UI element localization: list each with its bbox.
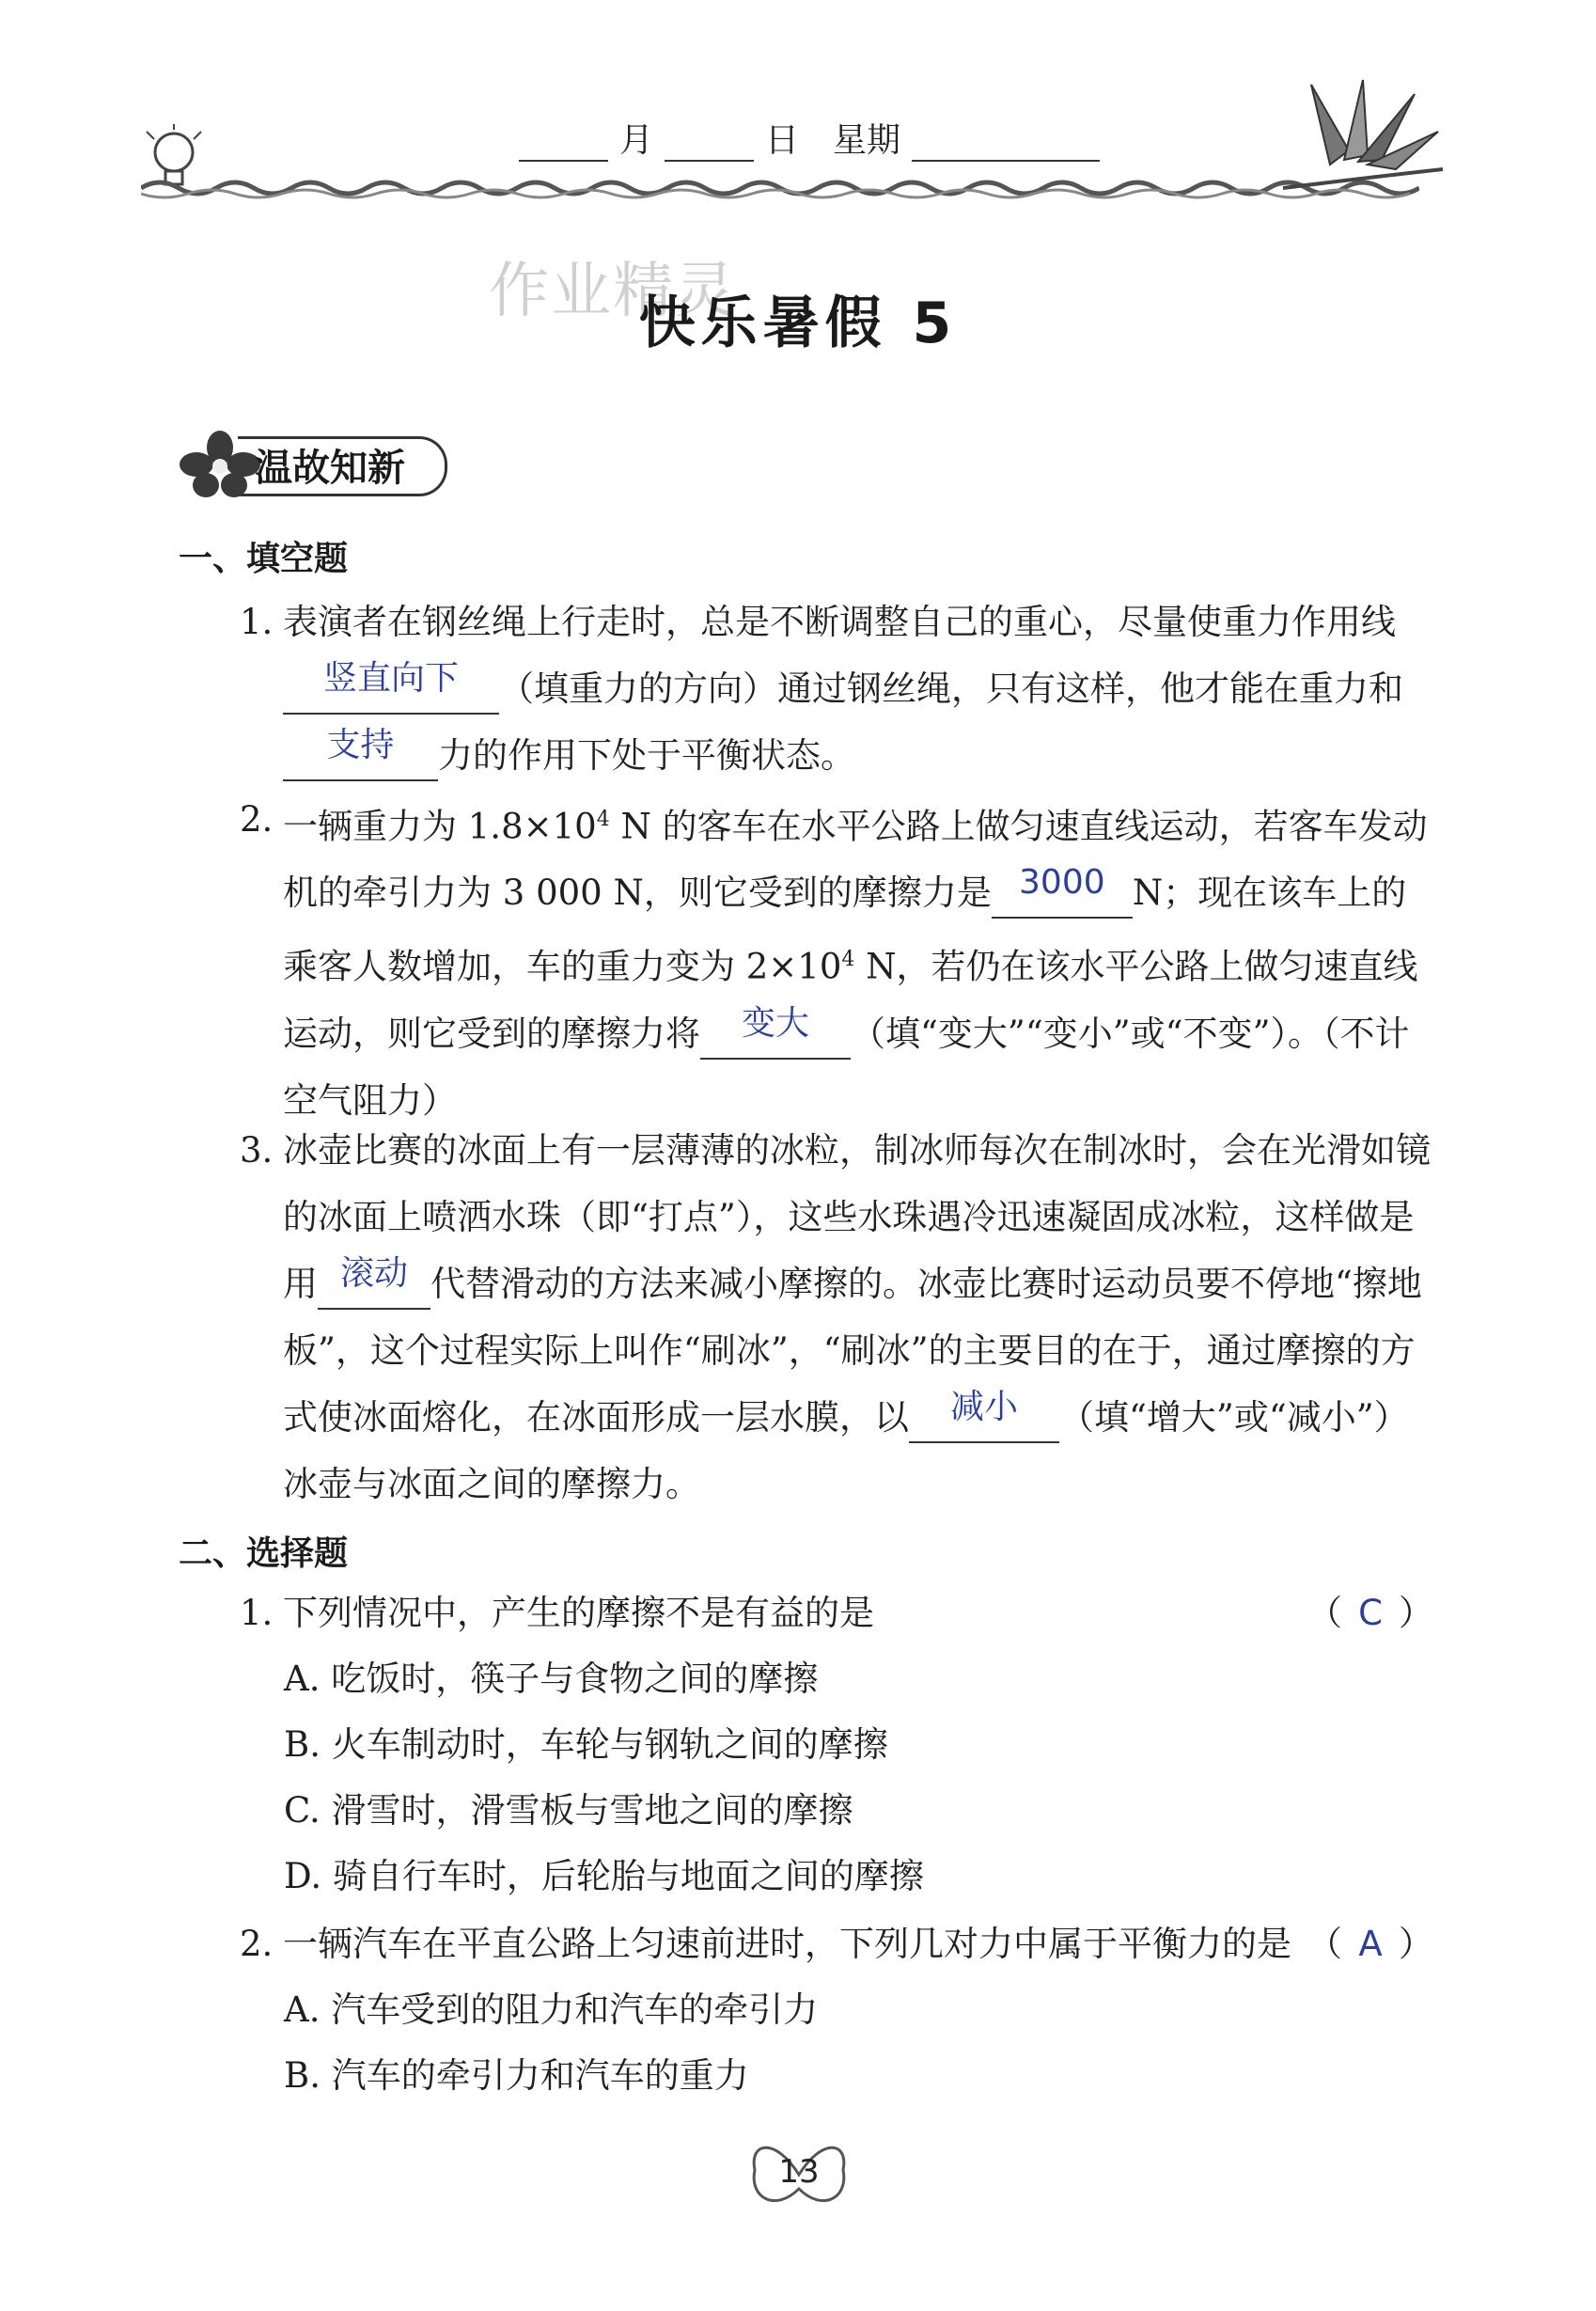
question-stem: 下列情况中，产生的摩擦不是有益的是 xyxy=(283,1593,874,1633)
question-body xyxy=(283,786,1433,1134)
date-line xyxy=(508,115,1100,162)
question-body xyxy=(283,1117,1433,1517)
answer-bracket xyxy=(1307,1910,1433,1977)
option-b: B. 汽车的牵引力和汽车的重力 xyxy=(284,2055,749,2096)
answer-blank xyxy=(318,1254,430,1310)
question-number: 2. xyxy=(240,1924,274,1964)
option-a: A. 汽车受到的阻力和汽车的牵引力 xyxy=(284,1989,819,2030)
question-text: N 的客车在水平公路上做匀速直线运动，若客车发动机的牵引力为 3 000 N，则它受到的摩擦力是 xyxy=(283,806,1428,914)
question-text: （填“增大”或“减小”）冰壶与冰面之间的摩擦力。 xyxy=(283,1397,1409,1504)
question-text: 表演者在钢丝绳上行走时，总是不断调整自己的重心，尽量使重力作用线 xyxy=(283,602,1396,642)
question-stem: 一辆汽车在平直公路上匀速前进时，下列几对力中属于平衡力的是 xyxy=(283,1924,1291,1964)
exponent: 4 xyxy=(596,808,610,831)
bird-of-paradise-flower-icon xyxy=(1274,75,1452,197)
question-text: N；现在该车上的乘客人数增加，车的重力变为 2×10 xyxy=(283,873,1407,987)
option-c: C. 滑雪时，滑雪板与雪地之间的摩擦 xyxy=(284,1790,853,1831)
option-d: D. 骑自行车时，后轮胎与地面之间的摩擦 xyxy=(284,1856,924,1896)
exponent: 4 xyxy=(841,948,855,972)
answer-blank xyxy=(992,863,1133,919)
wavy-divider xyxy=(141,160,1419,216)
fill-question-1 xyxy=(240,589,1433,789)
day-label: 日 xyxy=(765,121,800,160)
choice-question-2 xyxy=(240,1910,1433,1977)
section-badge xyxy=(174,429,456,500)
fill-question-2 xyxy=(240,786,1433,1134)
question-number: 3. xyxy=(240,1130,274,1171)
section-heading-fill: 一、填空题 xyxy=(179,540,349,578)
answer-blank xyxy=(909,1388,1059,1443)
page-number-badge xyxy=(747,2132,851,2217)
page-title: 快乐暑假 5 xyxy=(638,291,958,356)
question-text: N，若仍在该水平公路上做匀速直线运动，则它受到的摩擦力将 xyxy=(283,946,1418,1054)
handwritten-answer: 滚动 xyxy=(339,1254,408,1293)
page-number: 13 xyxy=(778,2153,820,2191)
month-label: 月 xyxy=(619,121,654,160)
badge-label: 温故知新 xyxy=(255,447,405,490)
question-text: 一辆重力为 1.8×10 xyxy=(283,806,597,847)
choice-question-1 xyxy=(240,1580,1433,1646)
answer-blank xyxy=(283,659,499,715)
answer-blank xyxy=(700,1003,851,1060)
handwritten-answer: 减小 xyxy=(949,1388,1018,1426)
question-number: 2. xyxy=(240,799,274,840)
question-text: 冰壶比赛的冰面上有一层薄薄的冰粒，制冰师每次在制冰时，会在光滑如镜的冰面上喷洒水珠（即“打点”），这些水珠遇冷迅速凝固成冰粒，这样做是用 xyxy=(283,1130,1431,1304)
option-a: A. 吃饭时，筷子与食物之间的摩擦 xyxy=(284,1659,819,1699)
weekday-blank xyxy=(912,124,1100,162)
handwritten-answer: 支持 xyxy=(326,726,395,764)
answer-blank xyxy=(283,726,438,781)
weekday-label: 星期 xyxy=(833,121,901,160)
handwritten-answer: 3000 xyxy=(1019,863,1105,903)
question-body xyxy=(283,589,1433,789)
question-text: 代替滑动的方法来减小摩擦的。冰壶比赛时运动员要不停地“擦地板”，这个过程实际上叫作“刷冰”，“刷冰”的主要目的在于，通过摩擦的方式使冰面熔化，在冰面形成一层水膜，以 xyxy=(283,1264,1422,1438)
paren-open: （ xyxy=(1307,1593,1342,1633)
answer-bracket xyxy=(1307,1580,1433,1646)
question-text: （填“变大”“变小”或“不变”）。（不计空气阻力） xyxy=(283,1013,1410,1121)
day-blank xyxy=(665,124,754,162)
paren-close: ） xyxy=(1399,1924,1433,1964)
fill-question-3 xyxy=(240,1117,1433,1517)
question-number: 1. xyxy=(240,1593,274,1633)
question-text: （填重力的方向）通过钢丝绳，只有这样，他才能在重力和 xyxy=(499,668,1403,709)
handwritten-choice: A xyxy=(1358,1924,1383,1964)
month-blank xyxy=(519,124,608,162)
handwritten-answer: 竖直向下 xyxy=(322,659,459,698)
hibiscus-icon xyxy=(174,429,266,500)
question-text: 力的作用下处于平衡状态。 xyxy=(438,735,855,776)
paren-close: ） xyxy=(1399,1593,1433,1633)
question-number: 1. xyxy=(240,602,274,642)
option-b: B. 火车制动时，车轮与钢轨之间的摩擦 xyxy=(284,1724,888,1765)
handwritten-choice: C xyxy=(1358,1593,1383,1633)
handwritten-answer: 变大 xyxy=(741,1003,809,1043)
section-heading-choice: 二、选择题 xyxy=(179,1534,349,1573)
watermark: 作业精灵 xyxy=(489,257,737,326)
paren-open: （ xyxy=(1307,1924,1342,1964)
